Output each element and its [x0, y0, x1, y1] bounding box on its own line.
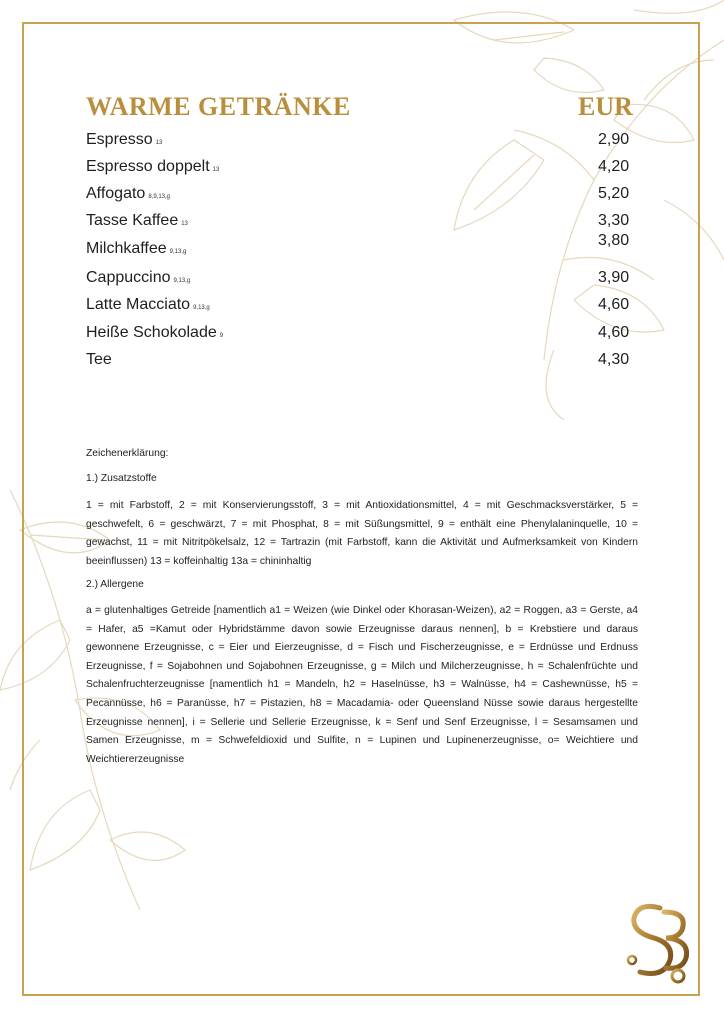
menu-item-name: Espresso doppelt 13 — [86, 158, 220, 175]
menu-item-name: Heiße Schokolade 9 — [86, 324, 224, 341]
menu-item-price: 4,60 — [598, 324, 630, 341]
menu-item-price: 3,90 — [598, 269, 630, 286]
menu-item-name: Latte Macciato 9,13,g — [86, 296, 210, 313]
menu-item-price: 4,60 — [598, 296, 630, 313]
sb-monogram-logo-icon — [620, 898, 694, 988]
menu-item-price: 3,80 — [598, 232, 630, 249]
menu-item-name: Affogato 8,9,13,g — [86, 185, 170, 202]
menu-item-name: Espresso 13 — [86, 131, 163, 148]
menu-item-price: 4,30 — [598, 351, 630, 368]
menu-item-price: 4,20 — [598, 158, 630, 175]
currency-label: EUR — [578, 92, 633, 121]
menu-item-price: 3,30 — [598, 212, 630, 229]
additives-text: 1 = mit Farbstoff, 2 = mit Konservierungsstoff, 3 = mit Antioxidationsmittel, 4 = mit Geschmacksverstärker, 5 = geschwefelt, 6 = geschwärzt, 7 = mit Phosphat, 8 = mit Süßungsmittel, 9 = enthält eine Phenylalaninquelle, 10 = gewachst, 11 = mit Nitritpökelsalz, 12 = Tartrazin (mit Farbstoff, kann die Aktivität und Aufmerksamkeit von Kindern beeinflussen) 13 = koffeinhaltig 13a = chininhaltig — [86, 500, 638, 567]
menu-item-name: Tasse Kaffee 13 — [86, 212, 188, 229]
menu-item-name: Tee — [86, 351, 112, 368]
additives-heading: 1.) Zusatzstoffe — [86, 473, 157, 484]
menu-title: WARME GETRÄNKE — [86, 92, 351, 121]
allergens-text: a = glutenhaltiges Getreide [namentlich a1 = Weizen (wie Dinkel oder Khorasan-Weizen), a2 = Roggen, a3 = Gerste, a4 = Hafer, a5 =Kamut oder Hybridstämme davon sowie Erzeugnisse daraus nennen], b = Krebstiere und daraus gewonnene Erzeugnisse, c = Eier und Eierzeugnisse, d = Fisch und Fischerzeugnisse, e = Erdnüsse und Erdnuss Erzeugnisse, f = Sojabohnen und Sojabohnen Erzeugnisse, g = Milch und Milcherzeugnisse, h = Schalenfrüchte und Schalenfruchterzeugnisse [namentlich h1 = Mandeln, h2 = Haselnüsse, h3 = Walnüsse, h4 = Cashewnüsse, h5 = Pecannüsse, h6 = Paranüsse, h7 = Pistazien, h8 = Macadamia- oder Queensland Nüsse sowie daraus hergestellte Erzeugnisse nennen], i = Sellerie und Sellerie Erzeugnisse, k = Senf und Senf Erzeugnisse, l = Sesamsamen und Samen Erzeugnisse, m = Schwefeldioxid und Sulfite, n = Lupinen und Lupinenerzeugnisse, o= Weichtiere und Weichtiererzeugnisse — [86, 605, 638, 765]
menu-item-price: 2,90 — [598, 131, 630, 148]
menu-item-name: Milchkaffee 9,13,g — [86, 240, 187, 257]
menu-item-price: 5,20 — [598, 185, 630, 202]
legend-heading: Zeichenerklärung: — [86, 448, 169, 459]
menu-item-name: Cappuccino 9,13,g — [86, 269, 191, 286]
allergens-heading: 2.) Allergene — [86, 579, 144, 590]
